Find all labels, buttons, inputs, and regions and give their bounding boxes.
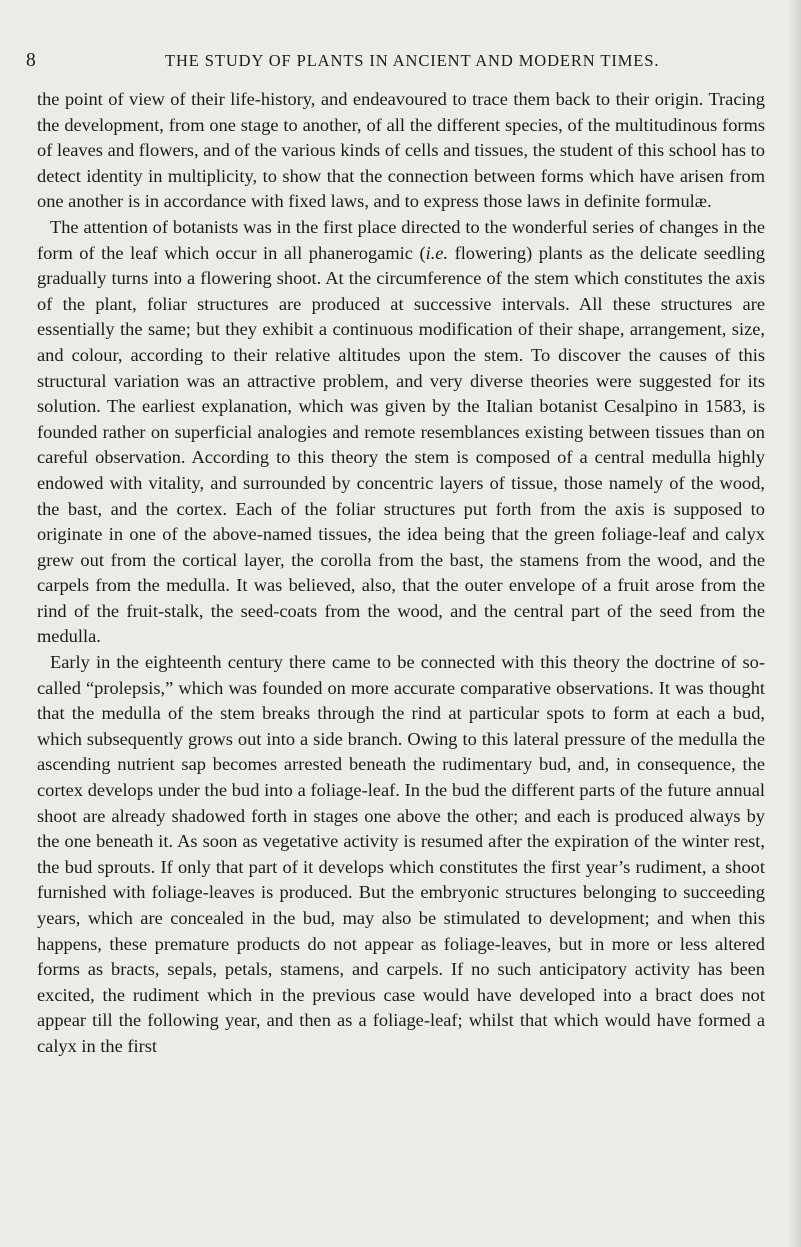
italic-abbreviation: i.e. — [425, 242, 449, 263]
paragraph-3: Early in the eighteenth century there came to be connected with this theory the doctrine of so-called “prolepsis,” which was founded on more accurate comparative observations. It was thought that the medulla of the stem breaks through the rind at particular spots to form at each a bud, which subsequently grows out into a side branch. Owing to this lateral pressure of the medulla the ascending nutrient sap becomes arrested beneath the rudimentary bud, and, in consequence, the cortex develops under the bud into a foliage-leaf. In the bud the different parts of the future annual shoot are already shadowed forth in stages one above the other; and each is produced always by the one beneath it. As soon as vegetative activity is resumed after the expiration of the winter rest, the bud sprouts. If only that part of it develops which constitutes the first year’s rudiment, a shoot furnished with foliage-leaves is produced. But the embryonic structures belonging to succeeding years, which are concealed in the bud, may also be stimulated to development; and when this happens, these premature products do not appear as foliage-leaves, but in more or less altered forms as bracts, sepals, petals, stamens, and carpels. If no such anticipatory activity has been excited, the rudiment which in the previous case would have developed into a bract does not appear till the following year, and then as a foliage-leaf; whilst that which would have formed a calyx in the first — [37, 652, 765, 1056]
page-number: 8 — [26, 50, 36, 71]
paragraph-2: The attention of botanists was in the first place directed to the wonderful series of changes in the form of the leaf which occur in all phanerogamic (i.e. flowering) plants as the delicate seedling gradually turns into a flowering shoot. At the circumference of the stem which constitutes the axis of the plant, foliar structures are produced at successive intervals. All these structures are essentially the same; but they exhibit a continuous modification of their shape, arrangement, size, and colour, according to their relative altitudes upon the stem. To discover the causes of this structural variation was an attractive problem, and very diverse theories were suggested for its solution. The earliest explanation, which was given by the Italian botanist Cesalpino in 1583, is founded rather on superficial analogies and remote resemblances existing between tissues than on careful observation. According to this theory the stem is composed of a central medulla highly endowed with vitality, and surrounded by concentric layers of tissue, those namely of the wood, the bast, and the cortex. Each of the foliar structures put forth from the axis is supposed to originate in one of the above-named tissues, the idea being that the green foliage-leaf and calyx grew out from the cortical layer, the corolla from the bast, the stamens from the wood, and the carpels from the medulla. It was believed, also, that the outer envelope of a fruit arose from the rind of the fruit-stalk, the seed-coats from the wood, and the central part of the seed from the medulla. — [37, 216, 765, 647]
page-header — [0, 46, 801, 76]
paragraph-1: the point of view of their life-history, and endeavoured to trace them back to their origin. Tracing the development, from one stage to another, of all the different species, of the multitudinous forms of leaves and flowers, and of the various kinds of cells and tissues, the student of this school has to detect identity in multiplicity, to show that the connection between forms which have arisen from one another is in accordance with fixed laws, and to express those laws in definite formulæ. — [37, 89, 765, 212]
running-title: THE STUDY OF PLANTS IN ANCIENT AND MODERN TIMES. — [165, 51, 660, 70]
page-edge-shadow — [787, 0, 801, 1247]
body-text — [37, 87, 765, 1060]
